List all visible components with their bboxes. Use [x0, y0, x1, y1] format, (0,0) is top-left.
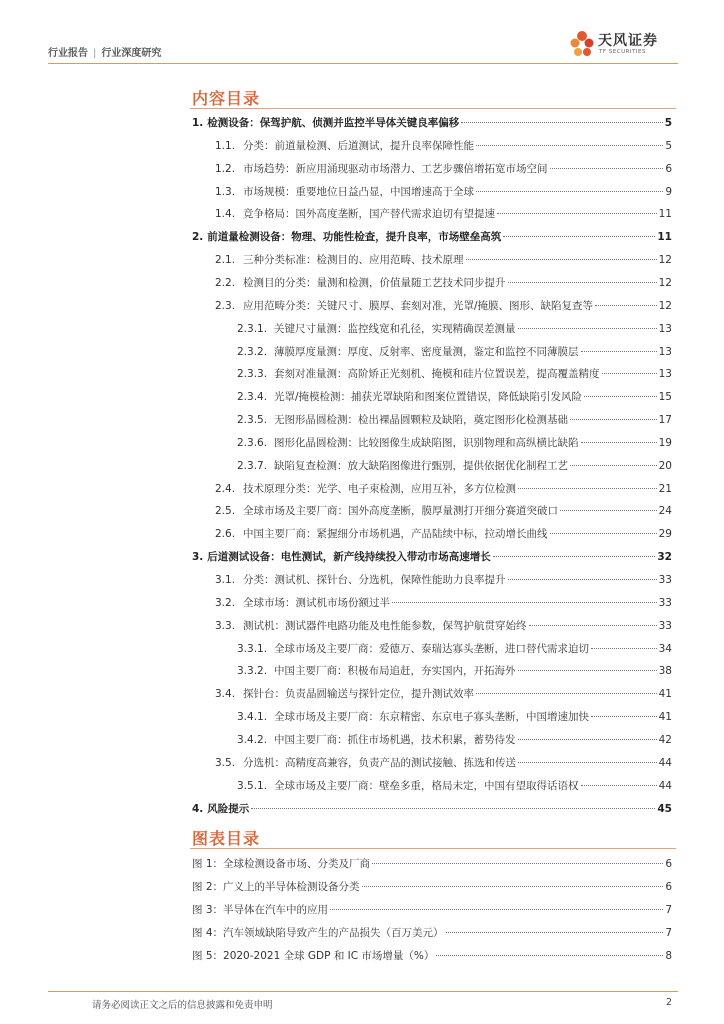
- toc-entry-page: 11: [658, 208, 672, 221]
- dot-leader: [497, 213, 657, 214]
- figure-entry-title: 图 2：广义上的半导体检测设备分类: [192, 881, 360, 893]
- toc-entry[interactable]: [215, 755, 672, 770]
- report-subtype: 行业深度研究: [101, 48, 162, 59]
- toc-entry-title: 全球市场及主要厂商：爱德万、泰瑞达寡头垄断，进口替代需求迫切: [274, 642, 589, 655]
- toc-entry[interactable]: [215, 161, 672, 176]
- toc-entry[interactable]: [215, 526, 672, 541]
- toc-entry-number: 2.1.: [215, 254, 236, 267]
- toc-entry-page: 13: [658, 322, 672, 335]
- toc-entry[interactable]: [192, 801, 672, 816]
- toc-entry-page: 44: [658, 756, 672, 769]
- toc-entry-number: 3.1.: [215, 574, 236, 586]
- toc-entry-page: 33: [658, 574, 672, 586]
- toc-entry-title: 检测设备：保驾护航、侦测并监控半导体关键良率偏移: [207, 117, 460, 129]
- toc-entry[interactable]: [192, 549, 672, 564]
- figure-entry-page: 7: [665, 904, 672, 916]
- dot-leader: [330, 909, 663, 910]
- toc-entry-page: 29: [658, 528, 672, 541]
- toc-entry-page: 9: [665, 185, 672, 198]
- toc-entry-number: 4.: [192, 802, 204, 815]
- toc-entry-title: 风险提示: [207, 802, 250, 815]
- dot-leader: [584, 396, 657, 397]
- toc-entry-number: 1.1.: [215, 139, 236, 152]
- toc-entry-title: 分选机：高精度高兼容，负责产品的测试接触、拣选和传送: [243, 756, 516, 769]
- figure-entry[interactable]: [192, 902, 672, 917]
- toc-entry-page: 15: [658, 391, 672, 404]
- figure-entry[interactable]: [192, 879, 672, 894]
- toc-entry-number: 3.2.: [215, 596, 236, 609]
- header-rule: [48, 63, 678, 64]
- toc-entry-number: 3.3.2.: [237, 665, 268, 678]
- toc-entry-number: 2.3.4.: [237, 391, 268, 404]
- toc-entry-number: 2.3.2.: [237, 345, 268, 358]
- toc-entry-page: 5: [664, 117, 672, 129]
- toc-entry[interactable]: [237, 663, 672, 678]
- dot-leader: [392, 602, 657, 603]
- figure-entry[interactable]: [192, 925, 672, 940]
- figures-title: 图表目录: [192, 829, 261, 848]
- footer-disclaimer: 请务必阅读正文之后的信息披露和免责申明: [92, 1000, 273, 1011]
- toc-entry-title: 薄膜厚度量测：厚度、反射率、密度量测，鉴定和监控不同薄膜层: [274, 345, 579, 358]
- toc-entry-number: 2.3.: [215, 299, 236, 312]
- dot-leader: [518, 739, 657, 740]
- toc-entry-number: 2.3.1.: [237, 322, 268, 335]
- toc-entry-page: 41: [658, 688, 672, 701]
- dot-leader: [476, 145, 663, 146]
- toc-entry[interactable]: [237, 778, 672, 793]
- report-category: [48, 44, 161, 59]
- dot-leader: [503, 236, 655, 237]
- figure-entry[interactable]: [192, 948, 672, 963]
- toc-entry[interactable]: [215, 252, 672, 267]
- toc-entry[interactable]: [215, 595, 672, 610]
- toc-entry[interactable]: [192, 115, 672, 130]
- figure-entry-page: 6: [665, 881, 672, 893]
- toc-entry-title: 中国主要厂商：积极布局追赶，夯实国内，开拓海外: [274, 665, 516, 678]
- toc-entry-page: 12: [658, 276, 672, 289]
- toc-entry-page: 24: [658, 505, 672, 518]
- dot-leader: [466, 259, 657, 260]
- dot-leader: [362, 886, 664, 887]
- toc-entry[interactable]: [237, 389, 672, 404]
- toc-entry-title: 中国主要厂商：紧握细分市场机遇，产品陆续中标，拉动增长曲线: [243, 528, 548, 541]
- figure-entry[interactable]: [192, 856, 672, 871]
- toc-entry-title: 全球市场及主要厂商：壁垒多重，格局未定，中国有望取得话语权: [274, 779, 579, 792]
- toc-entry-page: 12: [658, 299, 672, 312]
- toc-entry-page: 17: [658, 414, 672, 427]
- toc-entry-number: 1.2.: [215, 162, 236, 175]
- dot-leader: [581, 442, 657, 443]
- toc-entry-title: 缺陷复查检测：放大缺陷图像进行甄别，提供依据优化制程工艺: [274, 459, 568, 472]
- dot-leader: [518, 488, 657, 489]
- toc-entry-title: 探针台：负责晶圆输送与探针定位，提升测试效率: [243, 688, 474, 701]
- toc-entry[interactable]: [237, 732, 672, 747]
- toc-entry-title: 分类：测试机、探针台、分选机，保障性能助力良率提升: [243, 574, 506, 586]
- toc-entry-title: 分类：前道量检测、后道测试，提升良率保障性能: [243, 139, 474, 152]
- figure-entry-title: 图 4：汽车领域缺陷导致产生的产品损失（百万美元）: [192, 927, 444, 939]
- toc-entry[interactable]: [237, 435, 672, 450]
- header-separator: |: [93, 48, 97, 59]
- toc-entry[interactable]: [237, 412, 672, 427]
- toc-entry[interactable]: [237, 366, 672, 381]
- figure-entry-title: 图 5：2020-2021 全球 GDP 和 IC 市场增量（%）: [192, 950, 435, 962]
- toc-entry-title: 竞争格局：国外高度垄断，国产替代需求迫切有望提速: [243, 208, 495, 221]
- toc-entry-number: 3.3.1.: [237, 642, 268, 655]
- dot-leader: [508, 282, 657, 283]
- dot-leader: [446, 932, 664, 933]
- toc-entry-page: 13: [658, 368, 672, 381]
- toc-entry-page: 33: [658, 619, 672, 632]
- toc-entry[interactable]: [215, 138, 672, 153]
- toc-entry[interactable]: [237, 321, 672, 336]
- dot-leader: [461, 122, 662, 123]
- toc-entry-number: 2.3.6.: [237, 436, 268, 449]
- toc-entry-title: 套刻对准量测：高阶矫正光刻机、掩模和硅片位置误差，提高覆盖精度: [274, 368, 600, 381]
- figure-entry-page: 8: [665, 950, 672, 962]
- toc-entry-number: 1.: [192, 117, 204, 129]
- toc-entry-number: 2.5.: [215, 505, 236, 518]
- toc-entry[interactable]: [215, 184, 672, 199]
- toc-entry-page: 42: [658, 733, 672, 746]
- toc-entry-page: 5: [665, 139, 672, 152]
- report-type: 行业报告: [48, 48, 88, 59]
- toc-entry-page: 19: [658, 436, 672, 449]
- dot-leader: [570, 465, 657, 466]
- dot-leader: [550, 168, 664, 169]
- brand-name: 天风证券: [598, 33, 658, 49]
- toc-entry-page: 11: [657, 231, 672, 244]
- toc-entry[interactable]: [237, 344, 672, 359]
- toc-entry-number: 2.6.: [215, 528, 236, 541]
- toc-entry-title: 应用范畴分类：关键尺寸、膜厚、套刻对准，光罩/掩膜、图形、缺陷复查等: [243, 299, 594, 312]
- dot-leader: [602, 373, 657, 374]
- toc-entry-page: 12: [658, 254, 672, 267]
- brand-name-en: TF SECURITIES: [599, 49, 646, 55]
- dot-leader: [570, 419, 657, 420]
- toc-entry-title: 前道量检测设备：物理、功能性检查，提升良率，市场壁垒高筑: [207, 231, 502, 244]
- toc-entry-number: 3.5.: [215, 756, 236, 769]
- figure-entry-page: 7: [665, 927, 672, 939]
- toc-entry-number: 3.4.2.: [237, 733, 268, 746]
- toc-entry[interactable]: [237, 641, 672, 656]
- toc-entry-title: 市场趋势：新应用涌现驱动市场潜力、工艺步骤倍增拓宽市场空间: [243, 162, 548, 175]
- toc-entry-title: 后道测试设备：电性测试，新产线持续投入带动市场高速增长: [207, 551, 491, 564]
- tf-securities-logo: [568, 28, 698, 62]
- toc-entry-page: 20: [658, 459, 672, 472]
- toc-entry-title: 三种分类标准：检测目的、应用范畴、技术原理: [243, 254, 464, 267]
- toc-entry-title: 全球市场：测试机市场份额过半: [243, 596, 390, 609]
- toc-entry-number: 3.4.: [215, 688, 236, 701]
- toc-entry-page: 41: [658, 711, 672, 724]
- toc-entry-title: 中国主要厂商：抓住市场机遇，技术积累，蓄势待发: [274, 733, 516, 746]
- toc-entry[interactable]: [237, 458, 672, 473]
- toc-entry[interactable]: [215, 481, 672, 496]
- toc-entry[interactable]: [215, 618, 672, 633]
- toc-entry-number: 2.3.3.: [237, 368, 268, 381]
- toc-entry-number: 2.3.7.: [237, 459, 268, 472]
- dot-leader: [581, 351, 657, 352]
- toc-entry-title: 图形化晶圆检测：比较图像生成缺陷图，识别物理和高纵横比缺陷: [274, 436, 579, 449]
- toc-entry-number: 2.3.5.: [237, 414, 268, 427]
- toc-entry-title: 市场规模：重要地位日益凸显，中国增速高于全球: [243, 185, 474, 198]
- dot-leader: [518, 328, 657, 329]
- dot-leader: [476, 693, 657, 694]
- footer-rule: [48, 991, 678, 992]
- page-number: 2: [665, 997, 672, 1008]
- toc-entry-page: 13: [658, 345, 672, 358]
- dot-leader: [560, 510, 657, 511]
- dot-leader: [529, 625, 657, 626]
- toc-entry-page: 38: [658, 665, 672, 678]
- toc-title-rule: [190, 108, 676, 109]
- toc-entry[interactable]: [237, 709, 672, 724]
- dot-leader: [372, 863, 663, 864]
- toc-entry-page: 32: [657, 551, 672, 564]
- toc-entry[interactable]: [215, 503, 672, 518]
- dot-leader: [476, 191, 663, 192]
- dot-leader: [591, 716, 657, 717]
- dot-leader: [591, 648, 657, 649]
- toc-entry[interactable]: [215, 298, 672, 313]
- toc-entry-page: 21: [658, 482, 672, 495]
- toc-entry-page: 6: [665, 162, 672, 175]
- toc-entry-number: 1.3.: [215, 185, 236, 198]
- toc-entry-title: 无图形晶圆检测：检出裸晶圆颗粒及缺陷，奠定图形化检测基础: [274, 414, 568, 427]
- toc-entry-title: 全球市场及主要厂商：东京精密、东京电子寡头垄断，中国增速加快: [274, 711, 589, 724]
- toc-entry[interactable]: [215, 572, 672, 587]
- toc-entry-title: 测试机：测试器件电路功能及电性能参数，保驾护航贯穿始终: [243, 619, 527, 632]
- toc-entry-number: 2.: [192, 231, 204, 244]
- flower-logo-icon: [568, 28, 596, 62]
- toc-entry-number: 2.4.: [215, 482, 236, 495]
- toc-entry-number: 1.4.: [215, 208, 236, 221]
- toc-title: 内容目录: [192, 89, 261, 108]
- dot-leader: [436, 955, 663, 956]
- toc-entry-page: 34: [658, 642, 672, 655]
- toc-entry-title: 关键尺寸量测：监控线宽和孔径，实现精确误差测量: [274, 322, 516, 335]
- figures-title-rule: [190, 848, 676, 849]
- toc-entry[interactable]: [215, 686, 672, 701]
- toc-entry-number: 3.3.: [215, 619, 236, 632]
- toc-entry-title: 技术原理分类：光学、电子束检测，应用互补，多方位检测: [243, 482, 516, 495]
- toc-entry-page: 45: [657, 802, 672, 815]
- toc-entry-number: 3.4.1.: [237, 711, 268, 724]
- toc-entry-title: 光罩/掩模检测：捕获光罩缺陷和图案位置错误，降低缺陷引发风险: [274, 391, 583, 404]
- dot-leader: [581, 785, 657, 786]
- figure-entry-title: 图 3：半导体在汽车中的应用: [192, 904, 329, 916]
- toc-entry-number: 3.: [192, 551, 204, 564]
- toc-entry-title: 检测目的分类：量测和检测，价值量随工艺技术同步提升: [243, 276, 506, 289]
- figure-entry-title: 图 1：全球检测设备市场、分类及厂商: [192, 858, 371, 870]
- toc-entry-number: 3.5.1.: [237, 779, 268, 792]
- dot-leader: [493, 556, 656, 557]
- dot-leader: [251, 808, 655, 809]
- dot-leader: [518, 762, 657, 763]
- figure-entry-page: 6: [665, 858, 672, 870]
- toc-entry[interactable]: [215, 206, 672, 221]
- dot-leader: [595, 305, 657, 306]
- dot-leader: [518, 670, 657, 671]
- toc-entry-page: 44: [658, 779, 672, 792]
- toc-entry-title: 全球市场及主要厂商：国外高度垄断，膜厚量测打开细分赛道突破口: [243, 505, 558, 518]
- toc-entry-page: 33: [658, 596, 672, 609]
- toc-entry[interactable]: [192, 229, 672, 244]
- toc-entry-number: 2.2.: [215, 276, 236, 289]
- toc-entry[interactable]: [215, 275, 672, 290]
- dot-leader: [508, 579, 657, 580]
- dot-leader: [550, 533, 657, 534]
